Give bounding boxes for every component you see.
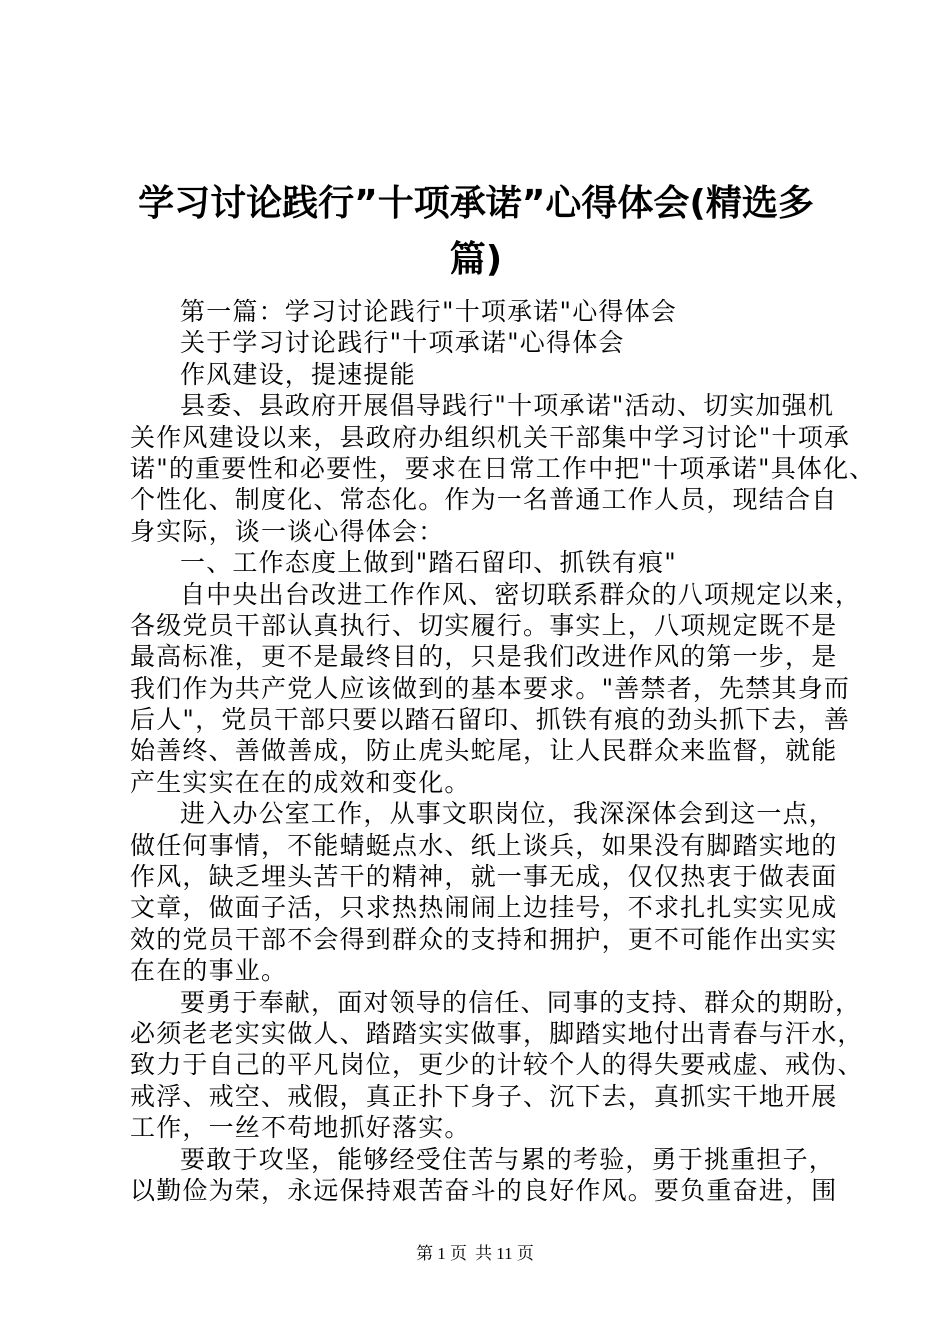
text-line: 关于学习讨论践行"十项承诺"心得体会	[180, 328, 625, 358]
text-line: 我们作为共产党人应该做到的基本要求。"善禁者，先禁其身而	[130, 673, 851, 703]
text-line: 第一篇：学习讨论践行"十项承诺"心得体会	[180, 297, 677, 326]
text-line: 做任何事情，不能蜻蜓点水、纸上谈兵，如果没有脚踏实地的	[130, 830, 838, 860]
text-line: 县委、县政府开展倡导践行"十项承诺"活动、切实加强机	[180, 391, 835, 421]
text-line: 进入办公室工作，从事文职岗位，我深深体会到这一点，	[180, 799, 836, 829]
page-number: 第 1 页	[416, 1244, 468, 1263]
text-line: 产生实实在在的成效和变化。	[130, 767, 471, 797]
text-line: 个性化、制度化、常态化。作为一名普通工作人员，现结合自	[130, 485, 838, 515]
text-line: 始善终、善做善成，防止虎头蛇尾，让人民群众来监督，就能	[130, 736, 838, 766]
title-line-1: 学习讨论践行”十项承诺”心得体会(精选多	[138, 183, 814, 224]
text-line: 效的党员干部不会得到群众的支持和拥护，更不可能作出实实	[130, 924, 838, 954]
text-line: 要敢于攻坚，能够经受住苦与累的考验，勇于挑重担子，	[180, 1144, 836, 1174]
text-line: 身实际，谈一谈心得体会：	[130, 516, 445, 546]
text-line: 自中央出台改进工作作风、密切联系群众的八项规定以来，	[180, 579, 862, 609]
text-line: 要勇于奉献，面对领导的信任、同事的支持、群众的期盼，	[180, 987, 862, 1017]
text-line: 一、工作态度上做到"踏石留印、抓铁有痕"	[180, 548, 677, 578]
text-line: 文章，做面子活，只求热热闹闹上边挂号，不求扎扎实实见成	[130, 893, 838, 923]
text-line: 必须老老实实做人、踏踏实实做事，脚踏实地付出青春与汗水，	[130, 1018, 864, 1048]
text-line: 在在的事业。	[130, 956, 288, 986]
text-line: 后人"，党员干部只要以踏石留印、抓铁有痕的劲头抓下去，善	[130, 705, 851, 735]
text-line: 以勤俭为荣，永远保持艰苦奋斗的良好作风。要负重奋进，围	[130, 1175, 838, 1205]
document-title	[128, 176, 824, 288]
text-line: 最高标准，更不是最终目的，只是我们改进作风的第一步，是	[130, 642, 838, 672]
text-line: 作风建设，提速提能	[180, 359, 416, 389]
page-total: 共 11 页	[475, 1244, 534, 1263]
text-line: 戒浮、戒空、戒假，真正扑下身子、沉下去，真抓实干地开展	[130, 1081, 838, 1111]
document-body	[130, 296, 876, 1206]
text-line: 工作，一丝不苟地抓好落实。	[130, 1113, 471, 1143]
text-line: 诺"的重要性和必要性，要求在日常工作中把"十项承诺"具体化、	[130, 453, 876, 483]
text-line: 作风，缺乏埋头苦干的精神，就一事无成，仅仅热衷于做表面	[130, 862, 838, 892]
title-line-2: 篇)	[449, 239, 503, 280]
text-line: 关作风建设以来，县政府办组织机关干部集中学习讨论"十项承	[130, 422, 851, 452]
text-line: 各级党员干部认真执行、切实履行。事实上，八项规定既不是	[130, 610, 838, 640]
text-line: 致力于自己的平凡岗位，更少的计较个人的得失要戒虚、戒伪、	[130, 1050, 864, 1080]
page-footer	[0, 1243, 950, 1265]
